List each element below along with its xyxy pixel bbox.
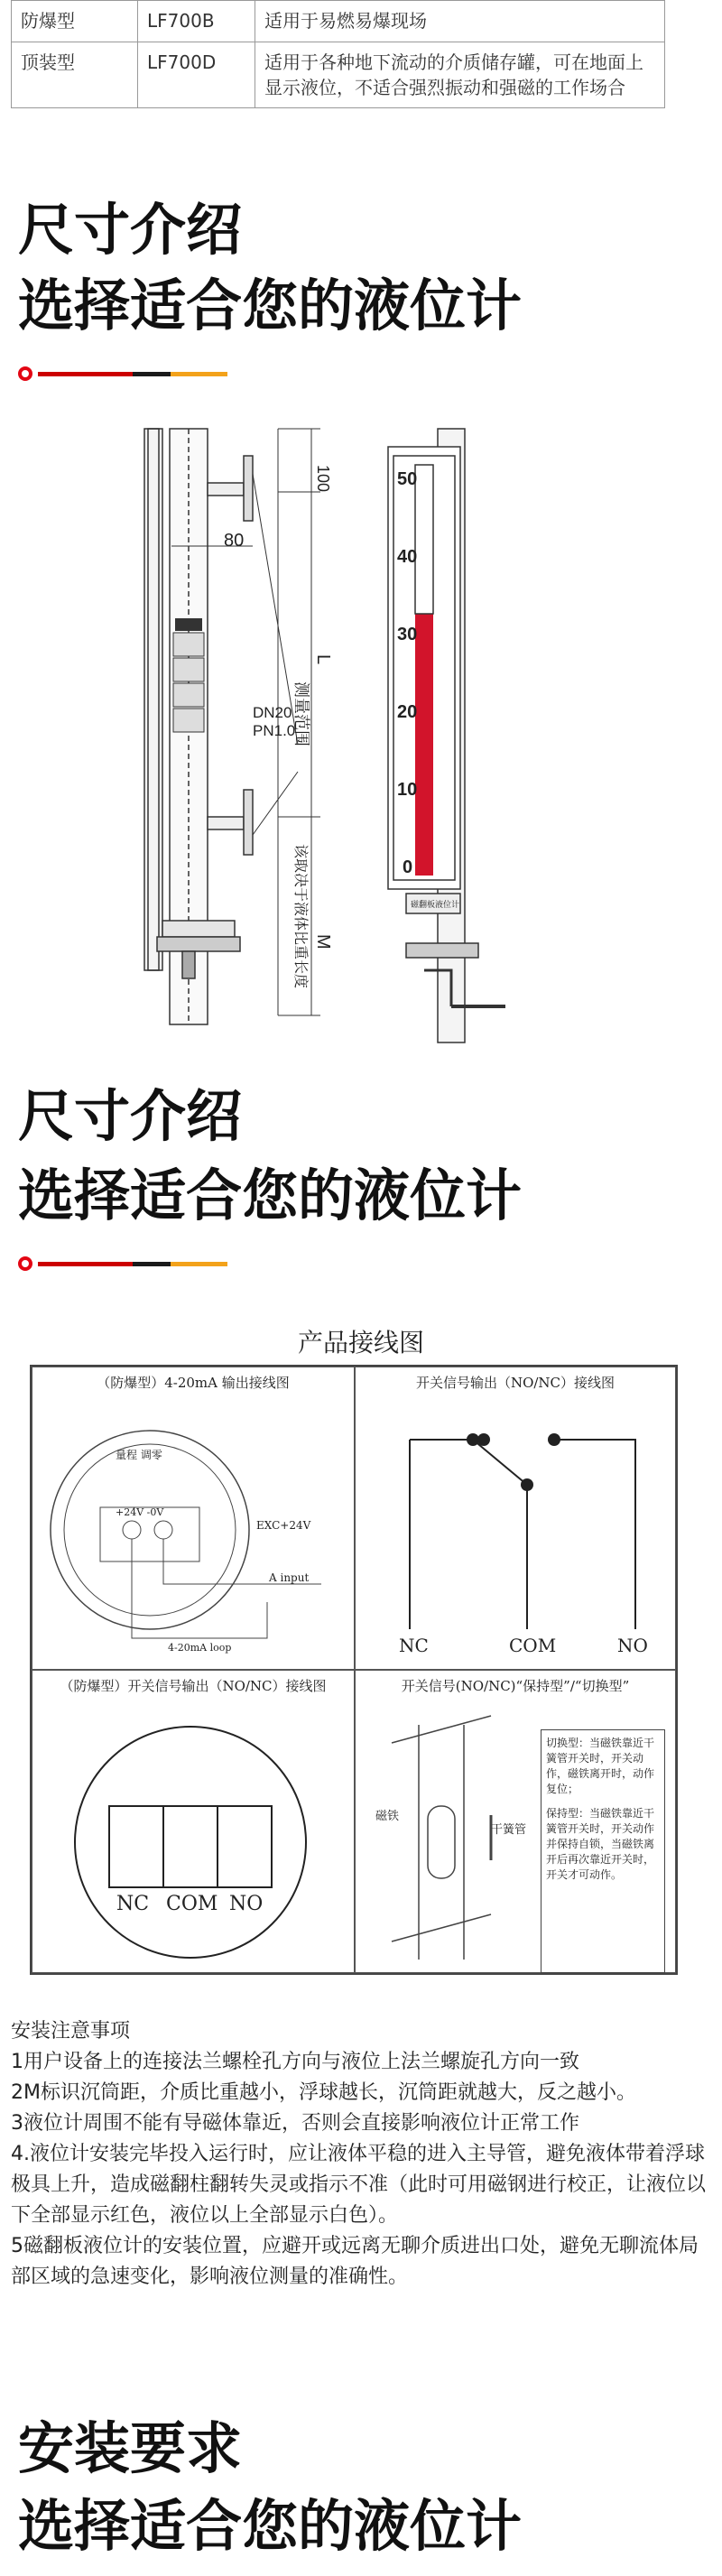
table-cell: 适用于易燃易爆现场 xyxy=(255,1,665,42)
scale-label: 50 xyxy=(397,469,418,489)
section-title: 尺寸介绍 xyxy=(18,197,243,263)
no-label: NO xyxy=(229,1893,264,1915)
cell-caption: （防爆型）开关信号输出（NO/NC）接线图 xyxy=(60,1678,327,1694)
table-cell: LF700B xyxy=(138,1,255,42)
table-cell: 适用于各种地下流动的介质储存罐，可在地面上显示液位，不适合强烈振动和强磁的工作场合 xyxy=(255,42,665,108)
reed-label: 干簧管 xyxy=(491,1823,527,1837)
com-label: COM xyxy=(166,1893,218,1915)
decorative-divider xyxy=(18,365,235,383)
nc-label: NC xyxy=(399,1635,429,1656)
note-item: 4.液位计安装完毕投入运行时，应让液体平稳的进入主导管，避免液体带着浮球极具上升，造成磁翻柱翻转失灵或指示不准（此时可用磁钢进行校正，让液位以下全部显示红色，液位以上全部显示白色）。 xyxy=(11,2143,707,2227)
wiring-title: 产品接线图 xyxy=(297,1328,424,1357)
m-label: M xyxy=(313,934,333,950)
zero-label: 调零 xyxy=(140,1449,162,1461)
spec-table xyxy=(11,0,665,108)
switch-text: 切换型：当磁铁靠近干簧管开关时，开关动作，磁铁离开时，动作复位； xyxy=(546,1737,655,1795)
dim-top-label: 100 xyxy=(314,465,332,493)
note-item: 5磁翻板液位计的安装位置，应避开或远离无聊介质进出口处，避免无聊流体局部区域的急速变化，影响液位测量的准确性。 xyxy=(11,2235,699,2288)
installation-notes xyxy=(11,2016,706,2293)
input-label: A input xyxy=(269,1571,310,1584)
table-row xyxy=(12,42,665,108)
section-subtitle: 选择适合您的液位计 xyxy=(18,273,523,338)
length-label: L xyxy=(313,654,333,665)
section-title: 尺寸介绍 xyxy=(18,1083,243,1149)
switch-description xyxy=(541,1729,665,1973)
note-item: 3液位计周围不能有导磁体靠近，否则会直接影响液位计正常工作 xyxy=(11,2112,579,2135)
flange-spec-1: DN20 xyxy=(253,704,292,721)
decorative-divider xyxy=(18,1255,235,1273)
no-label: NO xyxy=(617,1635,648,1656)
magnet-label: 磁铁 xyxy=(375,1810,400,1823)
wiring-diagram xyxy=(30,1365,678,1975)
notes-heading: 安装注意事项 xyxy=(11,2020,131,2043)
cell-caption: 开关信号(NO/NC)“保持型”/“切换型” xyxy=(401,1678,630,1694)
range-label: 测量范围 xyxy=(292,681,310,746)
hold-text: 保持型：当磁铁靠近干簧管开关时，开关动作并保持自锁，当磁铁离开后再次靠近开关时，开关才可动作。 xyxy=(546,1807,655,1881)
note-item: 1用户设备上的连接法兰螺栓孔方向与液位上法兰螺旋孔方向一致 xyxy=(11,2051,579,2073)
section-subtitle: 选择适合您的液位计 xyxy=(18,1163,523,1228)
nameplate: 磁翻板液位计 xyxy=(411,900,460,909)
flange-spec-2: PN1.0 xyxy=(253,722,296,739)
table-row xyxy=(12,1,665,42)
section-title: 安装要求 xyxy=(18,2415,243,2481)
section-subtitle: 选择适合您的液位计 xyxy=(18,2493,523,2559)
table-cell: 顶装型 xyxy=(12,42,138,108)
cell-caption: 开关信号输出（NO/NC）接线图 xyxy=(415,1375,616,1391)
scale-label: 30 xyxy=(397,625,418,644)
table-cell: LF700D xyxy=(138,42,255,108)
cell-caption: （防爆型）4-20mA 输出接线图 xyxy=(97,1375,290,1391)
pos-label: +24V xyxy=(116,1506,144,1518)
com-label: COM xyxy=(509,1635,557,1656)
scale-label: 40 xyxy=(397,547,418,567)
range-label: 量程 xyxy=(116,1449,138,1461)
dim-flange-label: 80 xyxy=(224,531,245,551)
scale-label: 20 xyxy=(397,702,418,722)
loop-label: 4-20mA loop xyxy=(168,1642,232,1654)
neg-label: -0V xyxy=(146,1506,164,1518)
scale-label: 10 xyxy=(397,780,418,800)
scale-label: 0 xyxy=(403,857,413,877)
note-item: 2M标识沉筒距，介质比重越小，浮球越长，沉筒距就越大，反之越小。 xyxy=(11,2081,636,2104)
table-cell: 防爆型 xyxy=(12,1,138,42)
wiring-cell-hold-switch xyxy=(355,1670,676,1973)
exc-label: EXC+24V xyxy=(256,1519,311,1532)
wiring-cell-explosion-switch xyxy=(32,1670,355,1973)
wiring-cell-switch xyxy=(355,1367,676,1670)
wiring-cell-4-20ma xyxy=(32,1367,355,1670)
m-note: 该取决于液体比重长度 xyxy=(292,844,308,989)
nc-label: NC xyxy=(116,1893,150,1915)
dimension-diagram xyxy=(117,411,514,1061)
